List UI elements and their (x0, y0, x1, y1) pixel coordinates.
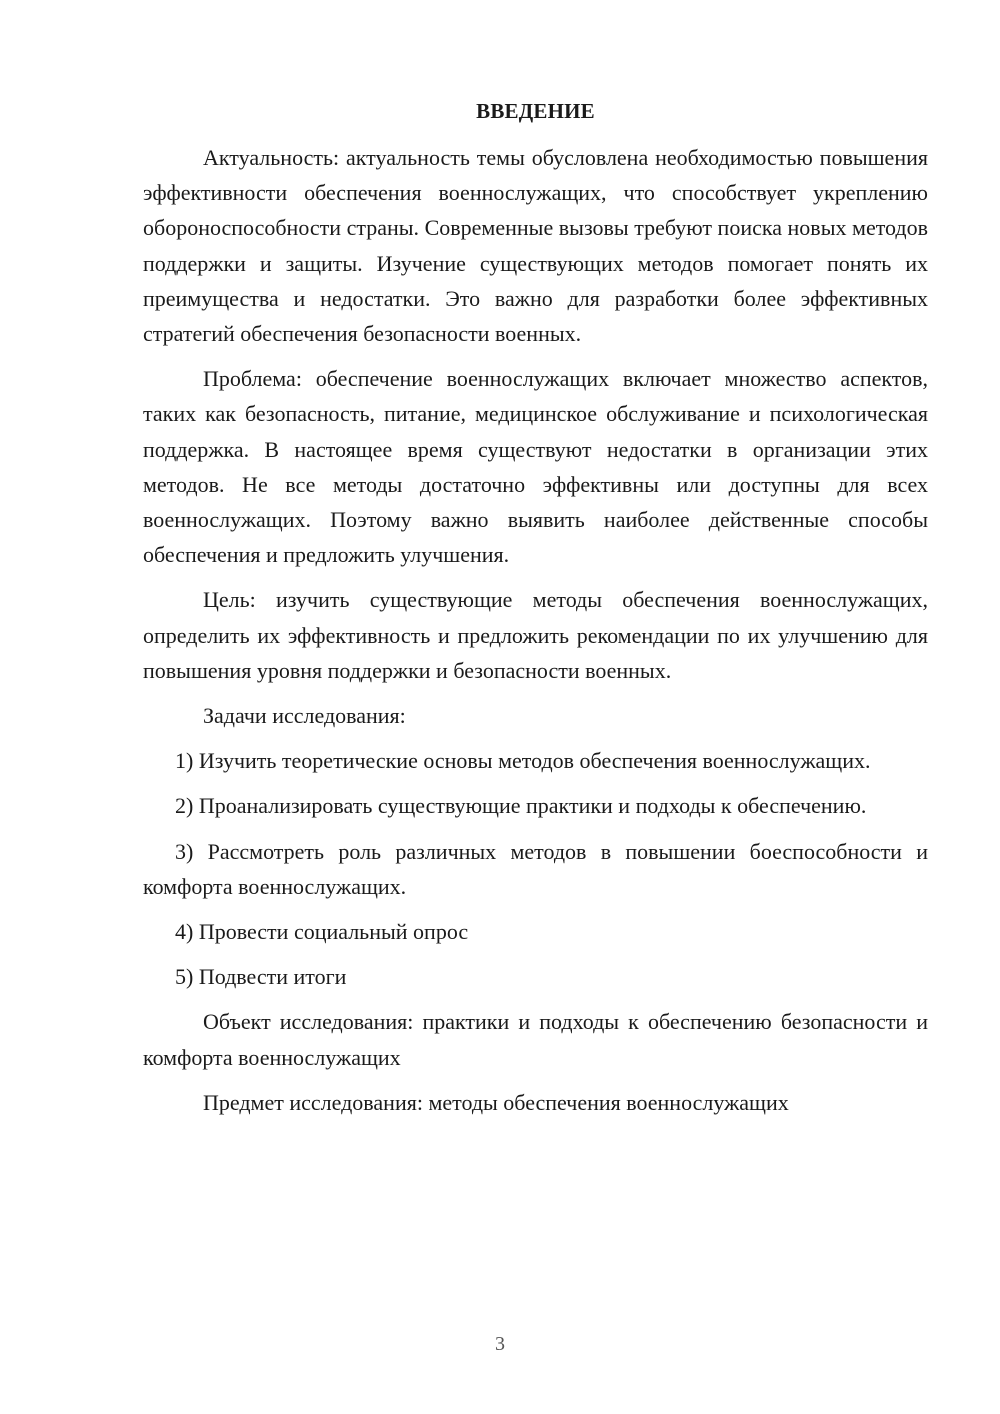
tasks-title: Задачи исследования: (203, 703, 406, 729)
task-item-2: 2) Проанализировать существующие практики и подходы к обеспечению. (175, 793, 867, 819)
task-item-1: 1) Изучить теоретические основы методов обеспечения военнослужащих. (175, 748, 871, 774)
task-item-4: 4) Провести социальный опрос (175, 919, 469, 945)
page-number: 3 (495, 1333, 505, 1355)
section-heading: ВВЕДЕНИЕ (476, 99, 595, 123)
paragraph-goal: Цель: изучить существующие методы обеспечения военнослужащих, определить их эффективность и предложить рекомендации по их улучшению для повышения уровня поддержки и безопасности военных. (143, 587, 928, 683)
task-item-3: 3) Рассмотреть роль различных методов в повышении боеспособности и комфорта военнослужащих. (143, 838, 928, 899)
task-item-5: 5) Подвести итоги (175, 964, 347, 990)
paragraph-relevance: Актуальность: актуальность темы обусловлена необходимостью повышения эффективности обеспечения военнослужащих, что способствует укреплению обороноспособности страны. Современные вызовы требуют поиска новых методов поддержки и защиты. Изучение существующих методов помогает понять их преимущества и недостатки. Это важно для разработки более эффективных стратегий обеспечения безопасности военных. (143, 145, 928, 347)
paragraph-subject: Предмет исследования: методы обеспечения военнослужащих (203, 1089, 789, 1115)
paragraph-object: Объект исследования: практики и подходы к обеспечению безопасности и комфорта военнослужащих (143, 1009, 928, 1070)
page-body (143, 95, 928, 1130)
paragraph-problem: Проблема: обеспечение военнослужащих включает множество аспектов, таких как безопасность, питание, медицинское обслуживание и психологическая поддержка. В настоящее время существуют недостатки в организации этих методов. Не все методы достаточно эффективны или доступны для всех военнослужащих. Поэтому важно выявить наиболее действенные способы обеспечения и предложить улучшения. (143, 366, 928, 568)
